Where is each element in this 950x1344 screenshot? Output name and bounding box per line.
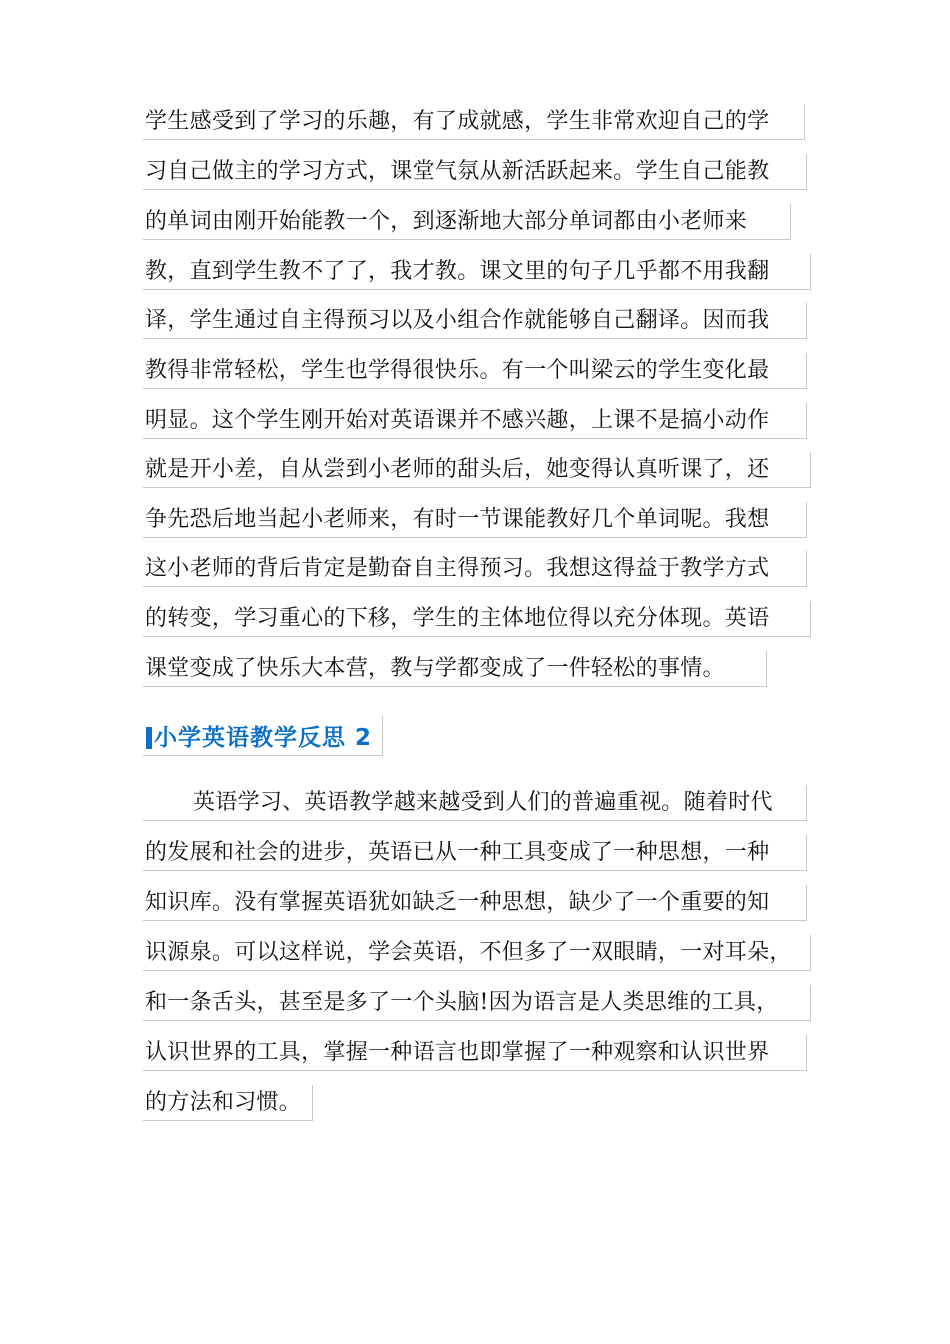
paragraph-line: 的发展和社会的进步，英语已从一种工具变成了一种思想，一种 — [143, 835, 807, 871]
paragraph-line: 的转变，学习重心的下移，学生的主体地位得以充分体现。英语 — [143, 601, 811, 637]
paragraph-line: 就是开小差，自从尝到小老师的甜头后，她变得认真听课了，还 — [143, 452, 811, 488]
paragraph-line: 习自己做主的学习方式，课堂气氛从新活跃起来。学生自己能教 — [143, 154, 807, 190]
paragraph-line: 明显。这个学生刚开始对英语课并不感兴趣，上课不是搞小动作 — [143, 403, 807, 439]
paragraph-line: 识源泉。可以这样说，学会英语，不但多了一双眼睛，一对耳朵， — [143, 935, 811, 971]
paragraph-line: 知识库。没有掌握英语犹如缺乏一种思想，缺少了一个重要的知 — [143, 885, 807, 921]
paragraph-line: 学生感受到了学习的乐趣，有了成就感，学生非常欢迎自己的学 — [143, 104, 805, 140]
paragraph-line: 译，学生通过自主得预习以及小组合作就能够自己翻译。因而我 — [143, 303, 807, 339]
heading-marker — [146, 727, 152, 749]
paragraph-line: 这小老师的背后肯定是勤奋自主得预习。我想这得益于教学方式 — [143, 551, 807, 587]
paragraph-line: 和一条舌头，甚至是多了一个头脑!因为语言是人类思维的工具， — [143, 985, 811, 1021]
paragraph-line: 争先恐后地当起小老师来，有时一节课能教好几个单词呢。我想 — [143, 502, 807, 538]
section-heading — [143, 716, 383, 756]
paragraph-line: 教，直到学生教不了了，我才教。课文里的句子几乎都不用我翻 — [143, 254, 811, 290]
heading-title: 小学英语教学反思 2 — [154, 725, 373, 751]
paragraph-line: 教得非常轻松，学生也学得很快乐。有一个叫梁云的学生变化最 — [143, 353, 807, 389]
paragraph-line: 课堂变成了快乐大本营，教与学都变成了一件轻松的事情。 — [143, 651, 767, 687]
paragraph-line: 的单词由刚开始能教一个，到逐渐地大部分单词都由小老师来 — [143, 204, 791, 240]
paragraph-line: 的方法和习惯。 — [143, 1085, 313, 1121]
paragraph-line: 英语学习、英语教学越来越受到人们的普遍重视。随着时代 — [143, 785, 807, 821]
paragraph-line: 认识世界的工具，掌握一种语言也即掌握了一种观察和认识世界 — [143, 1035, 807, 1071]
